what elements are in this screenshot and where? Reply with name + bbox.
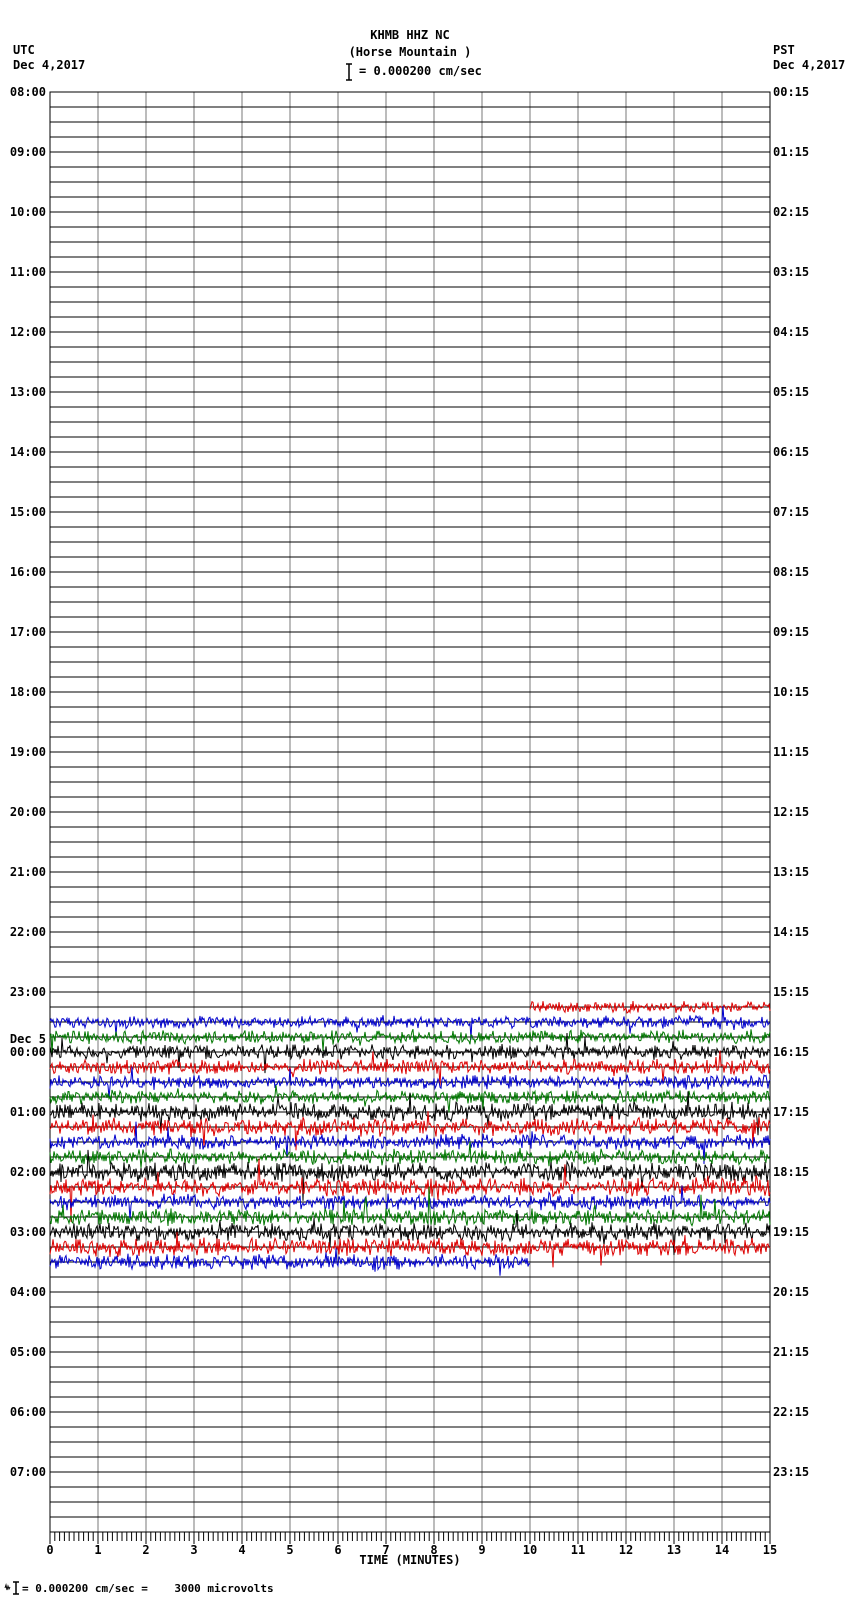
utc-time-label: 07:00 [9, 1465, 46, 1479]
pst-time-label: 19:15 [773, 1225, 810, 1239]
utc-time-label: 20:00 [9, 805, 46, 819]
utc-timezone-label: UTC [13, 43, 35, 57]
utc-time-label: 01:00 [9, 1105, 46, 1119]
utc-time-label: 03:00 [9, 1225, 46, 1239]
x-tick-label: 1 [94, 1543, 102, 1557]
pst-time-label: 16:15 [773, 1045, 810, 1059]
pst-time-label: 23:15 [773, 1465, 810, 1479]
x-tick-label: 6 [334, 1543, 342, 1557]
pst-timezone-label: PST [773, 43, 795, 57]
x-tick-label: 9 [478, 1543, 486, 1557]
pst-time-label: 12:15 [773, 805, 810, 819]
x-tick-label: 7 [382, 1543, 390, 1557]
footer-scale-glyph [4, 1579, 22, 1597]
x-tick-label: 5 [286, 1543, 294, 1557]
x-axis-title: TIME (MINUTES) [359, 1553, 461, 1567]
utc-time-label: 05:00 [9, 1345, 46, 1359]
x-tick-label: 14 [714, 1543, 730, 1557]
pst-time-label: 09:15 [773, 625, 810, 639]
x-tick-label: 3 [190, 1543, 198, 1557]
footer-scale-note: = 0.000200 cm/sec = 3000 microvolts [22, 1582, 274, 1595]
pst-time-label: 13:15 [773, 865, 810, 879]
pst-time-label: 03:15 [773, 265, 810, 279]
pst-time-label: 14:15 [773, 925, 810, 939]
station-title: KHMB HHZ NC [370, 28, 450, 42]
utc-time-label: 15:00 [9, 505, 46, 519]
utc-time-label: 08:00 [9, 85, 46, 99]
utc-time-label: 23:00 [9, 985, 46, 999]
pst-date-label: Dec 4,2017 [773, 58, 846, 72]
utc-time-label: 22:00 [9, 925, 46, 939]
x-tick-label: 8 [430, 1543, 438, 1557]
utc-time-label: 10:00 [9, 205, 46, 219]
pst-time-label: 22:15 [773, 1405, 810, 1419]
x-tick-label: 10 [522, 1543, 538, 1557]
utc-time-label: 19:00 [9, 745, 46, 759]
x-tick-label: 4 [238, 1543, 246, 1557]
utc-time-label: 00:00 [9, 1045, 46, 1059]
pst-time-label: 02:15 [773, 205, 810, 219]
utc-time-label: 12:00 [9, 325, 46, 339]
pst-time-label: 04:15 [773, 325, 810, 339]
x-tick-label: 12 [618, 1543, 634, 1557]
utc-time-label: 17:00 [9, 625, 46, 639]
pst-time-label: 21:15 [773, 1345, 810, 1359]
pst-time-label: 05:15 [773, 385, 810, 399]
pst-time-label: 07:15 [773, 505, 810, 519]
utc-time-label: 16:00 [9, 565, 46, 579]
x-tick-label: 2 [142, 1543, 150, 1557]
pst-time-label: 10:15 [773, 685, 810, 699]
trace-2315 [530, 1001, 770, 1014]
trace-0145 [50, 1142, 770, 1169]
x-tick-label: 13 [666, 1543, 682, 1557]
utc-date-label: Dec 4,2017 [13, 58, 86, 72]
day-change-label: Dec 5 [9, 1032, 46, 1046]
pst-time-label: 00:15 [773, 85, 810, 99]
pst-time-label: 18:15 [773, 1165, 810, 1179]
utc-time-label: 11:00 [9, 265, 46, 279]
station-subtitle: (Horse Mountain ) [348, 45, 472, 59]
utc-time-label: 06:00 [9, 1405, 46, 1419]
x-tick-label: 15 [762, 1543, 778, 1557]
pst-time-label: 20:15 [773, 1285, 810, 1299]
utc-time-label: 21:00 [9, 865, 46, 879]
pst-time-label: 08:15 [773, 565, 810, 579]
utc-time-label: 13:00 [9, 385, 46, 399]
pst-time-label: 01:15 [773, 145, 810, 159]
utc-time-label: 02:00 [9, 1165, 46, 1179]
utc-time-label: 04:00 [9, 1285, 46, 1299]
pst-time-label: 11:15 [773, 745, 810, 759]
pst-time-label: 06:15 [773, 445, 810, 459]
utc-time-label: 14:00 [9, 445, 46, 459]
scale-text: = 0.000200 cm/sec [359, 64, 482, 78]
utc-time-label: 09:00 [9, 145, 46, 159]
pst-time-label: 15:15 [773, 985, 810, 999]
x-tick-label: 11 [570, 1543, 586, 1557]
x-tick-label: 0 [46, 1543, 54, 1557]
pst-time-label: 17:15 [773, 1105, 810, 1119]
utc-time-label: 18:00 [9, 685, 46, 699]
